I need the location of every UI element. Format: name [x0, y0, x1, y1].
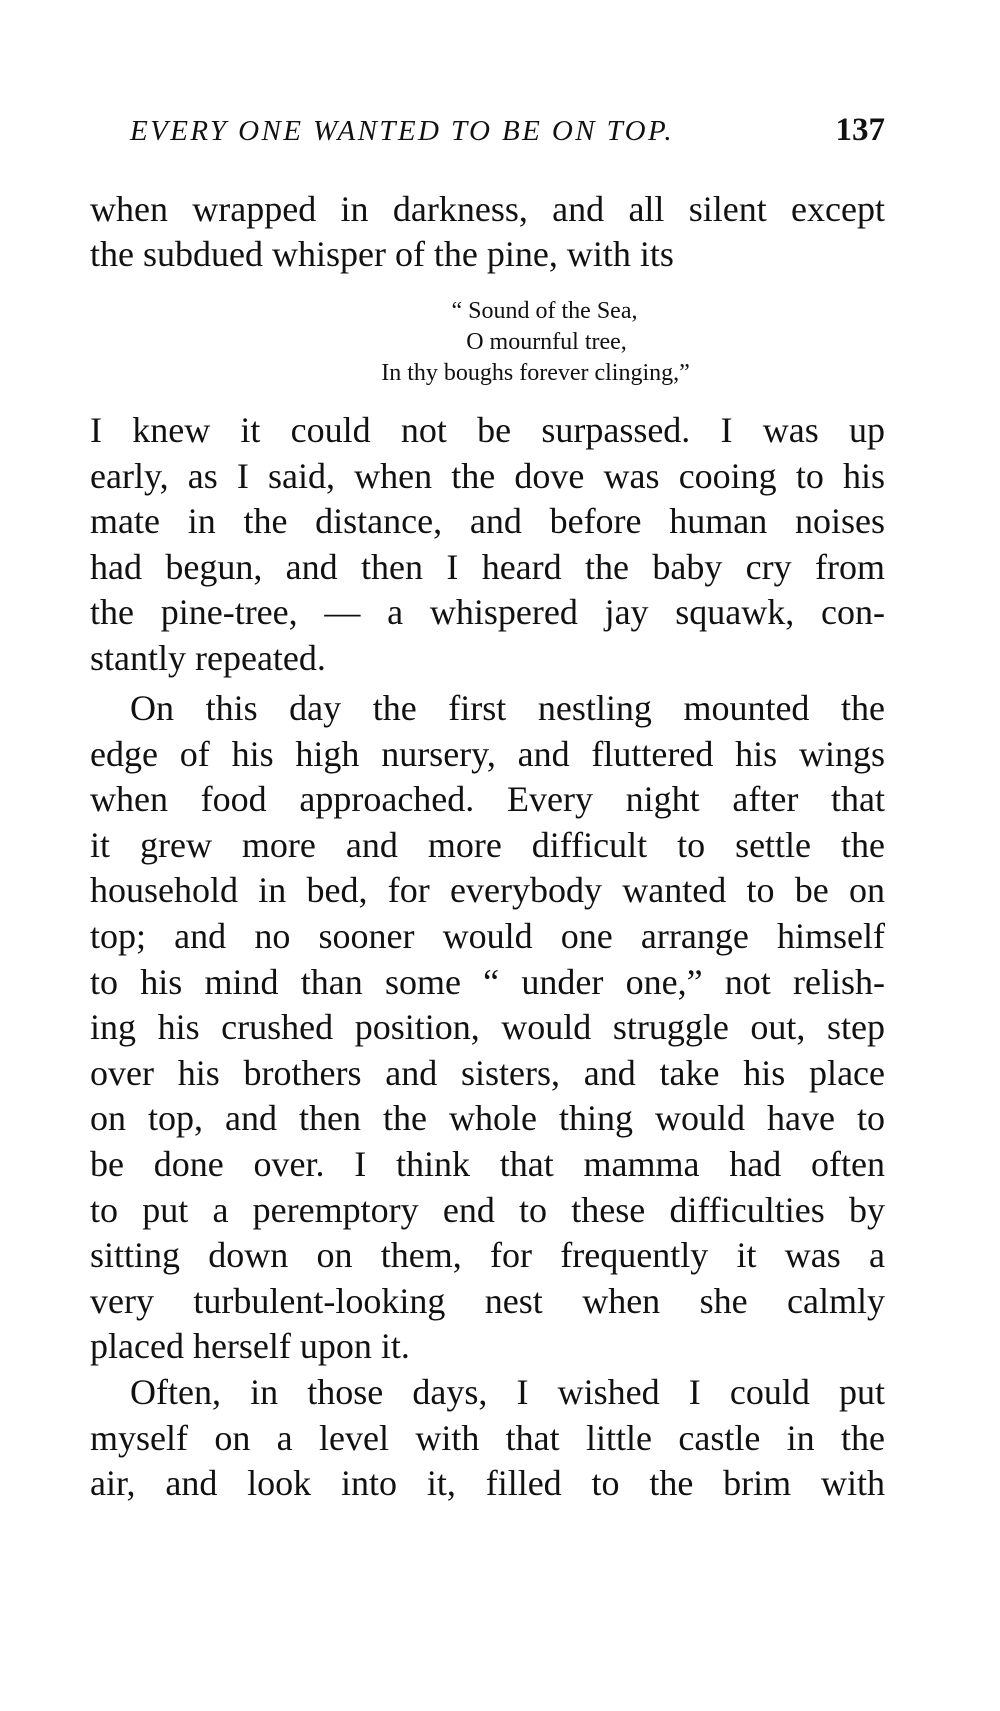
text-line: On this day the first nestling mounted the: [130, 688, 885, 728]
text-line: when wrapped in darkness, and all silent except: [90, 189, 885, 229]
text-line: when food approached. Every night after that: [90, 779, 885, 820]
text-line: air, and look into it, filled to the brim with: [90, 1463, 885, 1503]
text-line: had begun, and then I heard the baby cry from: [90, 546, 885, 587]
text-line: myself on a level with that little castle in the: [90, 1417, 885, 1458]
text-line: edge of his high nursery, and fluttered his wings: [90, 733, 885, 774]
text-line: be done over. I think that mamma had often: [90, 1143, 885, 1184]
verse-line: O mournful tree,: [466, 329, 627, 355]
verse-quotation: [90, 296, 885, 389]
verse-line: “ Sound of the Sea,: [451, 298, 638, 324]
paragraph-1: [90, 408, 885, 681]
text-line: on top, and then the whole thing would have to: [90, 1098, 885, 1139]
verse-line: In thy boughs forever clinging,”: [381, 360, 690, 386]
text-line: the subdued whisper of the pine, with its: [90, 234, 674, 274]
text-line: to his mind than some “ under one,” not relish-: [90, 961, 885, 1002]
text-line: Often, in those days, I wished I could put: [130, 1372, 885, 1412]
text-line: it grew more and more difficult to settle the: [90, 824, 885, 865]
book-page: [90, 0, 885, 1711]
paragraph-3: [90, 1370, 885, 1507]
text-line: the pine-tree, — a whispered jay squawk, con-: [90, 592, 885, 632]
text-line: very turbulent-looking nest when she calmly: [90, 1280, 885, 1321]
running-head: [130, 112, 885, 156]
opening-text: [90, 187, 885, 277]
text-line: early, as I said, when the dove was cooing to his: [90, 455, 885, 496]
text-line: mate in the distance, and before human noises: [90, 501, 885, 541]
running-title: EVERY ONE WANTED TO BE ON TOP.: [130, 115, 674, 147]
text-line: ing his crushed position, would struggle out, step: [90, 1007, 885, 1048]
text-line: top; and no sooner would one arrange himself: [90, 915, 885, 956]
text-line: sitting down on them, for frequently it was a: [90, 1235, 885, 1276]
text-line: over his brothers and sisters, and take his place: [90, 1052, 885, 1093]
page-number: 137: [835, 112, 885, 148]
text-line: I knew it could not be surpassed. I was up: [90, 410, 885, 450]
text-line: to put a peremptory end to these difficulties by: [90, 1189, 885, 1230]
text-line: household in bed, for everybody wanted to be on: [90, 870, 885, 911]
text-line: placed herself upon it.: [90, 1326, 410, 1367]
text-line: stantly repeated.: [90, 637, 326, 678]
paragraph-2: [90, 686, 885, 1370]
